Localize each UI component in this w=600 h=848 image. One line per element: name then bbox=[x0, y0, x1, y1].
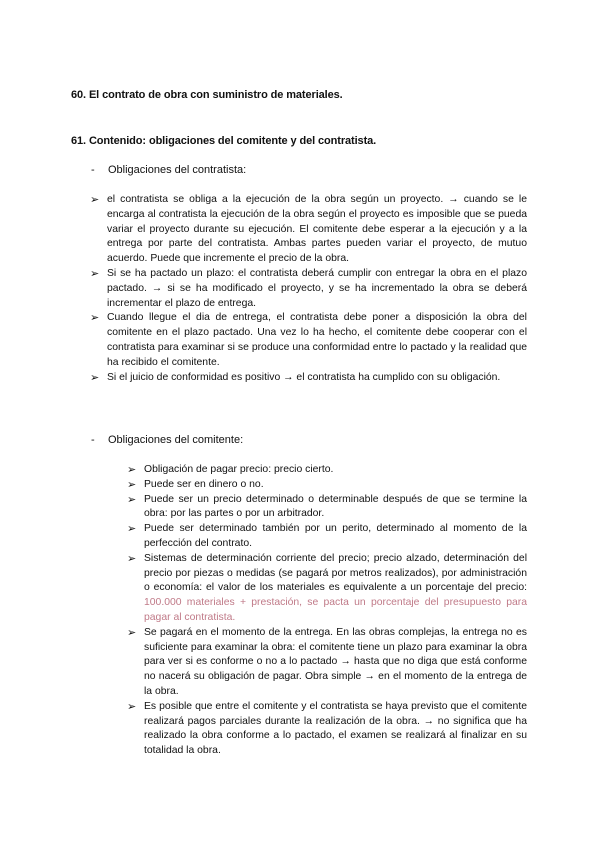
section-contratista-title bbox=[91, 164, 247, 176]
list-item: ➢ Si el juicio de conformidad es positivo → el contratista ha cumplido con su obligación. bbox=[90, 370, 501, 384]
list-item: ➢ el contratista se obliga a la ejecución de la obra según un proyecto. → cuando se le encarga al contratista la ejecución de la obra según el proyecto es imposible que se pueda variar el proyecto durante su ejecución. El comitente debe esperar a la ejecución y a la entrega por parte del contratista. Ambas partes pueden variar el proyecto, de mutuo acuerdo. Puede que incremente el precio de la obra. bbox=[90, 193, 527, 265]
contratista-list bbox=[90, 193, 527, 385]
section-title-text: Obligaciones del comitente: bbox=[108, 434, 244, 446]
list-item: ➢ Obligación de pagar precio: precio cierto. bbox=[127, 463, 334, 476]
section-comitente-title bbox=[91, 434, 244, 446]
arrow-bullet-icon: ➢ bbox=[127, 522, 137, 536]
list-item: ➢ Es posible que entre el comitente y el contratista se haya previsto que el comitente realizará pagos parciales durante la realización de la obra. → no significa que ha realizado la obra conforme a lo pactado, el examen se realizará al finalizar en su totalidad la obra. bbox=[127, 699, 527, 757]
list-item: ➢ Sistemas de determinación corriente del precio; precio alzado, determinación del precio por piezas o medidas (se pagará por metros realizados), por administración o economía: el valor de los materiales es equivalente a un porcentaje del precio: 100.000 materiales + prestación, se pacta un porcentaje del presupuesto para pagar al contratista. bbox=[127, 551, 527, 623]
arrow-bullet-icon: ➢ bbox=[90, 370, 100, 384]
list-item: ➢ Puede ser un precio determinado o determinable después de que se termine la obra: por las partes o por un arbitrador. bbox=[127, 492, 527, 520]
list-item: ➢ Si se ha pactado un plazo: el contratista deberá cumplir con entregar la obra en el plazo pactado. → si se ha modificado el proyecto, y se ha incrementado la obra se deberá incrementar el plazo de entrega. bbox=[90, 266, 527, 309]
section-title-text: Obligaciones del contratista: bbox=[108, 164, 247, 176]
dash-marker: - bbox=[91, 164, 95, 176]
arrow-bullet-icon: ➢ bbox=[90, 311, 100, 325]
arrow-bullet-icon: ➢ bbox=[90, 266, 100, 280]
arrow-bullet-icon: ➢ bbox=[127, 551, 137, 565]
heading-61: 61. Contenido: obligaciones del comitente y del contratista. bbox=[71, 135, 377, 147]
pink-annotation: 100.000 materiales + prestación, se pacta un porcentaje del presupuesto para pagar al contratista. bbox=[144, 597, 527, 623]
heading-60: 60. El contrato de obra con suministro de materiales. bbox=[71, 89, 343, 101]
arrow-bullet-icon: ➢ bbox=[127, 625, 137, 639]
arrow-bullet-icon: ➢ bbox=[127, 699, 137, 713]
list-item: ➢ Puede ser determinado también por un perito, determinado al momento de la perfección del contrato. bbox=[127, 522, 527, 549]
dash-marker: - bbox=[91, 434, 95, 446]
list-item: ➢ Se pagará en el momento de la entrega. En las obras complejas, la entrega no es suficiente para examinar la obra: el comitente tiene un plazo para examinar la obra para ver si es conforme o no a lo pactado → hasta que no diga que está conforme no nacerá su obligación de pagar. Obra simple → en el momento de la entrega de la obra. bbox=[127, 625, 527, 697]
arrow-bullet-icon: ➢ bbox=[127, 492, 137, 506]
arrow-bullet-icon: ➢ bbox=[127, 477, 137, 491]
arrow-bullet-icon: ➢ bbox=[127, 463, 137, 476]
comitente-list bbox=[127, 463, 527, 759]
list-item: ➢ Cuando llegue el dia de entrega, el contratista debe poner a disposición la obra del comitente en el plazo pactado. Una vez lo ha hecho, el comitente debe cooperar con el contratista para examinar si se produce una conformidad entre lo pactado y la realidad que ha recibido el comitente. bbox=[90, 311, 527, 368]
list-item: ➢ Puede ser en dinero o no. bbox=[127, 477, 264, 491]
arrow-bullet-icon: ➢ bbox=[90, 193, 100, 206]
